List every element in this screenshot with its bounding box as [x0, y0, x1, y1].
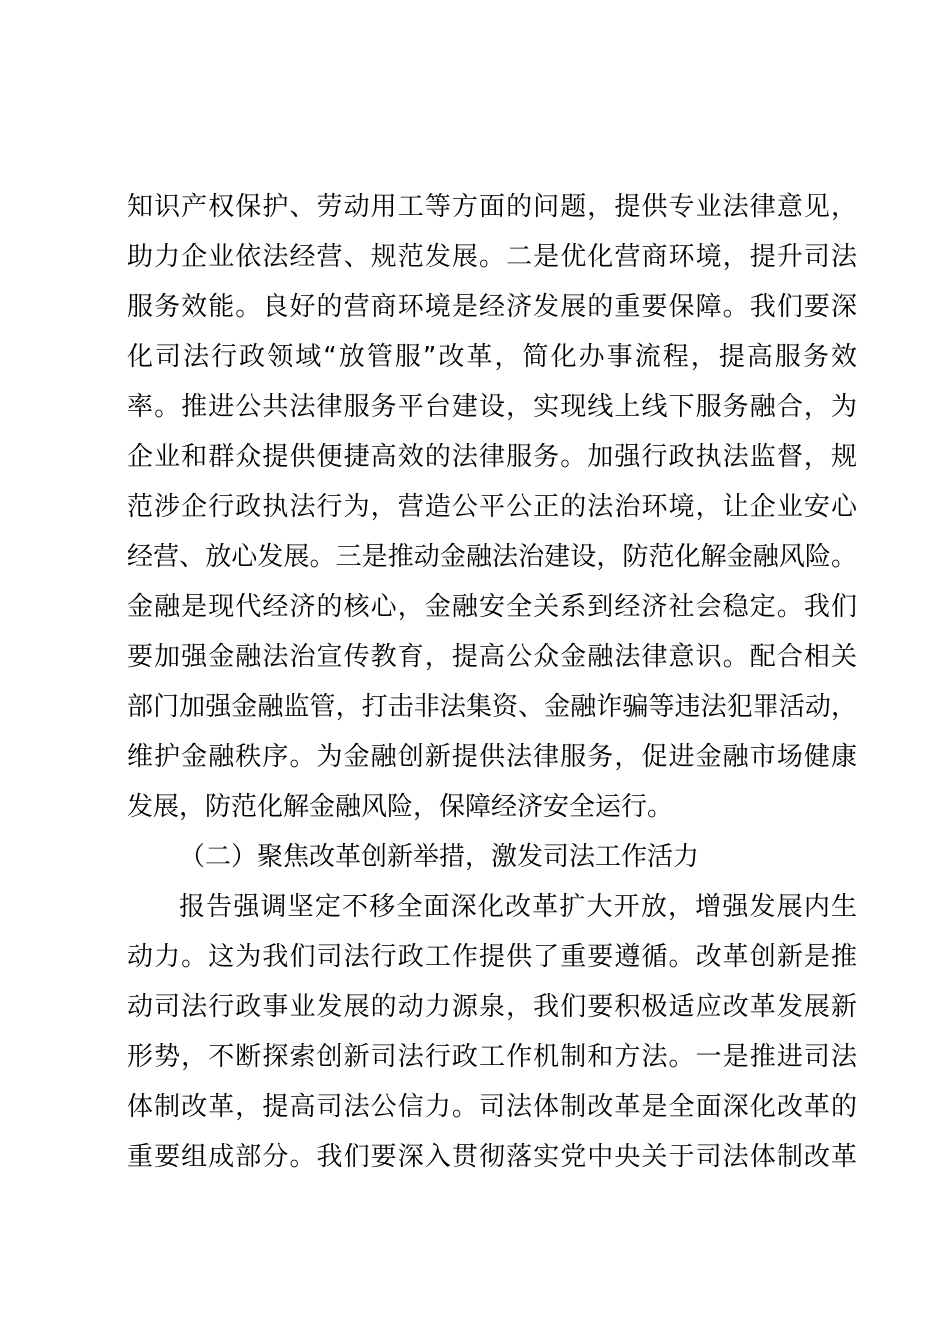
text-line: 要加强金融法治宣传教育，提高公众金融法律意识。配合相关 — [127, 642, 857, 672]
text-line: 经营、放心发展。三是推动金融法治建设，防范化解金融风险。 — [127, 542, 857, 572]
text-line: 动司法行政事业发展的动力源泉，我们要积极适应改革发展新 — [127, 992, 857, 1022]
text-line: 发展，防范化解金融风险，保障经济安全运行。 — [127, 792, 674, 822]
text-line: 重要组成部分。我们要深入贯彻落实党中央关于司法体制改革 — [127, 1142, 857, 1172]
text-line: 体制改革，提高司法公信力。司法体制改革是全面深化改革的 — [127, 1092, 857, 1122]
section-heading — [127, 832, 857, 882]
paragraph — [127, 182, 857, 832]
text-line: 范涉企行政执法行为，营造公平公正的法治环境，让企业安心 — [127, 492, 857, 522]
document-body — [127, 182, 857, 1182]
text-line: 企业和群众提供便捷高效的法律服务。加强行政执法监督，规 — [127, 442, 857, 472]
section-heading-text: （二）聚焦改革创新举措，激发司法工作活力 — [179, 842, 700, 872]
text-line: 部门加强金融监管，打击非法集资、金融诈骗等违法犯罪活动， — [127, 692, 857, 722]
text-line: 知识产权保护、劳动用工等方面的问题，提供专业法律意见， — [127, 192, 857, 222]
text-line: 形势，不断探索创新司法行政工作机制和方法。一是推进司法 — [127, 1042, 857, 1072]
text-line: 助力企业依法经营、规范发展。二是优化营商环境，提升司法 — [127, 242, 857, 272]
text-line: 化司法行政领域“放管服”改革，简化办事流程，提高服务效 — [127, 342, 857, 372]
text-line: 率。推进公共法律服务平台建设，实现线上线下服务融合，为 — [127, 392, 857, 422]
text-line: 服务效能。良好的营商环境是经济发展的重要保障。我们要深 — [127, 292, 857, 322]
text-line: 维护金融秩序。为金融创新提供法律服务，促进金融市场健康 — [127, 742, 857, 772]
text-line: 动力。这为我们司法行政工作提供了重要遵循。改革创新是推 — [127, 942, 857, 972]
paragraph — [127, 882, 857, 1182]
text-line: 报告强调坚定不移全面深化改革扩大开放，增强发展内生 — [179, 892, 857, 922]
text-line: 金融是现代经济的核心，金融安全关系到经济社会稳定。我们 — [127, 592, 857, 622]
